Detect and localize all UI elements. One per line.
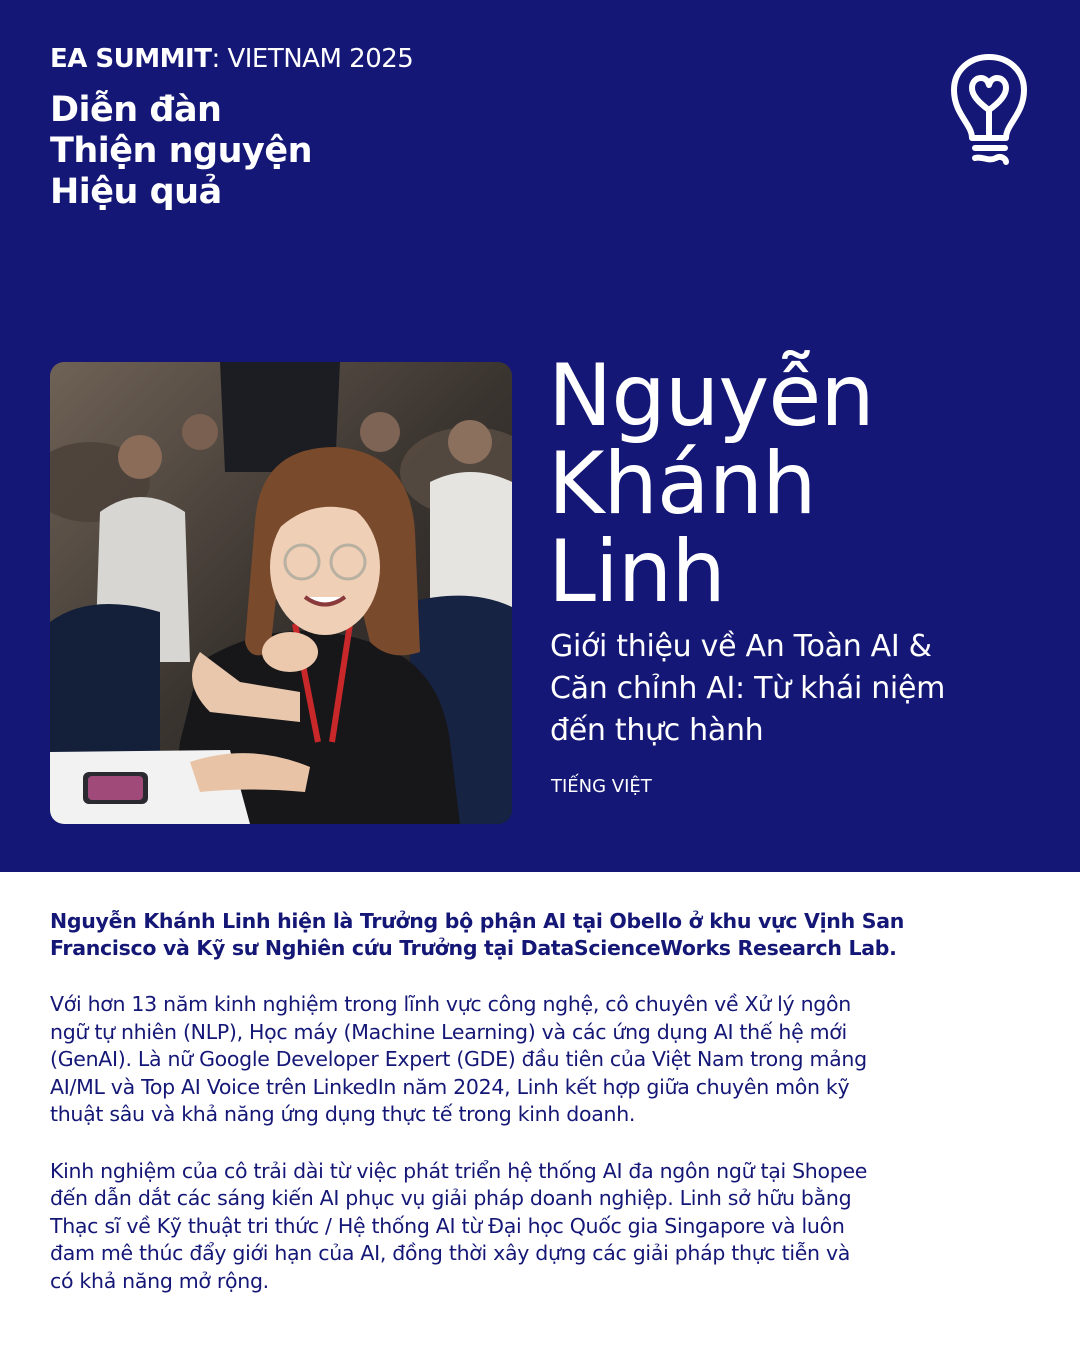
speaker-name-line: Nguyễn	[548, 346, 874, 446]
talk-title-line: đến thực hành	[550, 713, 764, 748]
speaker-name	[548, 346, 1048, 622]
bio-paragraph	[50, 991, 1040, 1129]
forum-title	[50, 90, 312, 213]
bio-lead-line: Francisco và Kỹ sư Nghiên cứu Trưởng tại DataScienceWorks Research Lab.	[50, 936, 897, 960]
talk-title-line: Căn chỉnh AI: Từ khái niệm	[550, 671, 946, 706]
talk-title	[550, 626, 1050, 752]
bio-paragraph-line: đến dẫn dắt các sáng kiến AI phục vụ giải pháp doanh nghiệp. Linh sở hữu bằng	[50, 1186, 852, 1210]
bio-paragraph-line: Kinh nghiệm của cô trải dài từ việc phát triển hệ thống AI đa ngôn ngữ tại Shopee	[50, 1158, 868, 1183]
event-label	[50, 44, 413, 74]
bio-paragraph	[50, 1158, 1040, 1296]
talk-title-line: Giới thiệu về An Toàn AI &	[550, 629, 932, 664]
bio-lead	[50, 908, 1040, 962]
speaker-bio	[50, 908, 1040, 1295]
forum-title-line: Hiệu quả	[50, 172, 222, 212]
bio-lead-line: Nguyễn Khánh Linh hiện là Trưởng bộ phận AI tại Obello ở khu vực Vịnh San	[50, 909, 905, 933]
bio-paragraph-line: đam mê thúc đẩy giới hạn của AI, đồng thời xây dựng các giải pháp thực tiễn và	[50, 1241, 851, 1265]
bio-paragraph-line: AI/ML và Top AI Voice trên LinkedIn năm 2024, Linh kết hợp giữa chuyên môn kỹ	[50, 1074, 850, 1099]
lightbulb-heart-icon	[948, 52, 1030, 172]
bio-paragraph-line: Với hơn 13 năm kinh nghiệm trong lĩnh vực công nghệ, cô chuyên về Xử lý ngôn	[50, 992, 851, 1016]
bio-paragraph-line: (GenAI). Là nữ Google Developer Expert (GDE) đầu tiên của Việt Nam trong mảng	[50, 1047, 867, 1071]
bio-paragraph-line: Thạc sĩ về Kỹ thuật tri thức / Hệ thống AI từ Đại học Quốc gia Singapore và luôn	[50, 1213, 845, 1238]
speaker-photo	[50, 362, 512, 824]
bio-paragraph-line: có khả năng mở rộng.	[50, 1268, 269, 1293]
bio-paragraph-line: ngữ tự nhiên (NLP), Học máy (Machine Learning) và các ứng dụng AI thế hệ mới	[50, 1019, 847, 1044]
event-edition: VIETNAM 2025	[219, 44, 414, 74]
event-name: EA SUMMIT	[50, 44, 212, 74]
forum-title-line: Diễn đàn	[50, 90, 222, 130]
speaker-name-line: Khánh	[548, 434, 816, 534]
forum-title-line: Thiện nguyện	[50, 131, 312, 171]
bio-paragraph-line: thuật sâu và khả năng ứng dụng thực tế trong kinh doanh.	[50, 1102, 636, 1126]
speaker-name-line: Linh	[548, 522, 725, 622]
language-label: TIẾNG VIỆT	[551, 776, 652, 797]
event-separator: :	[211, 44, 220, 74]
